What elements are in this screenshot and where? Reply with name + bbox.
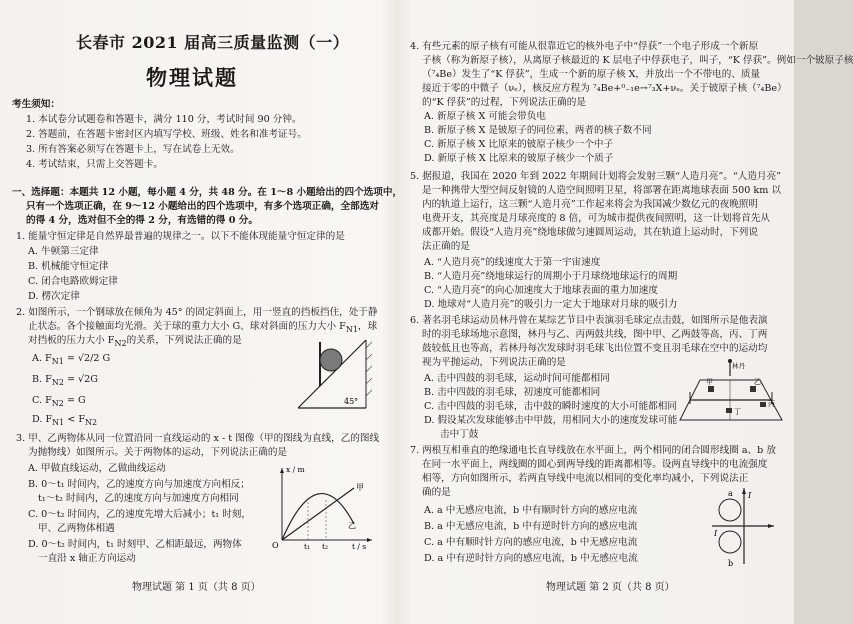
q3-stem-line: 为抛物线）如图所示。关于两物体的运动，下列说法正确的是: [28, 447, 288, 458]
drum-yi: [750, 386, 756, 392]
q4-line: 子核（称为新原子核），从离原子核最近的 K 层电子中俘获电子，叫子，“K 俘获”。例如一个铍原子核: [422, 55, 853, 66]
q1-stem: 1. 能量守恒定律是自然界最普遍的规律之一。以下不能体现能量守恒定律的是: [16, 231, 345, 242]
q6-option-b: B. 击中四鼓的羽毛球，初速度可能都相同: [424, 387, 601, 398]
q6-line: 视为平抛运动，下列说法正确的是: [422, 357, 566, 368]
page-footer: 物理试题 第 1 页（共 8 页）: [132, 582, 261, 593]
q4-line: （⁷₄Be）发生了“K 俘获”，生成一个新的原子核 X，并放出一个不带电的、质量: [422, 69, 761, 80]
angle-label: 45°: [344, 397, 359, 406]
right-page: [406, 0, 853, 624]
q4-option-b: B. 新原子核 X 是铍原子的同位素，两者的核子数不同: [424, 125, 652, 136]
q4-option-d: D. 新原子核 X 比原来的铍原子核少一个质子: [424, 153, 614, 164]
q1-option-c: C. 闭合电路欧姆定律: [28, 276, 118, 287]
q7-line: 相等，方向如图所示，若两直导线中电流以相同的变化率均减小，下列说法正: [422, 473, 749, 484]
exam-title: 长春市 2021 届高三质量监测（一）: [76, 33, 350, 52]
q4-line: 的“K 俘获”的过程，下列说法正确的是: [422, 97, 586, 108]
q7-option-b: B. a 中无感应电流，b 中有逆时针方向的感应电流: [424, 521, 638, 532]
notice-line: 2. 答题前，在答题卡密封区内填写学校、班级、姓名和准考证号。: [26, 129, 307, 140]
q5-option-d: D. 地球对“人造月亮”的吸引力一定大于地球对月球的吸引力: [424, 299, 678, 310]
exam-subtitle: 物理试题: [146, 65, 238, 90]
t1-label: t₁: [304, 542, 311, 551]
q2-incline-figure: [296, 334, 376, 414]
label-jia: 甲: [706, 378, 713, 386]
q6-line: 时的羽毛球场地示意图，林丹与乙、丙两鼓共线，图中甲、乙两鼓等高，丙、丁两: [422, 329, 768, 340]
q3-stem-line: 3. 甲、乙两物体从同一位置沿同一直线运动的 x - t 图像（甲的图线为直线，乙的图线: [16, 433, 380, 444]
q7-coils-figure: [708, 484, 778, 568]
q7-option-c: C. a 中有顺时针方向的感应电流，b 中无感应电流: [424, 537, 638, 548]
q5-line: 电费开支，其亮度是月球亮度的 8 倍，可为城市提供夜间照明，这一计划将首先从: [422, 213, 770, 224]
q1-option-b: B. 机械能守恒定律: [28, 261, 109, 272]
q4-option-a: A. 新原子核 X 可能会带负电: [424, 111, 546, 122]
q2-option-d: D. $F_{N1} < F_{N2}$: [32, 414, 98, 427]
q3-option-c: C. 0～t₂ 时间内，乙的速度先增大后减小；t₁ 时刻，: [28, 509, 251, 520]
q7-line: 确的是: [422, 487, 451, 498]
steel-ball: [320, 349, 342, 371]
q5-line: 法正确的是: [422, 241, 470, 252]
label-bing: 丙: [768, 400, 775, 408]
q7-option-d: D. a 中有逆时针方向的感应电流，b 中无感应电流: [424, 553, 638, 564]
t-axis-label: t / s: [352, 542, 367, 551]
origin-label: O: [272, 541, 279, 550]
q7-option-a: A. a 中无感应电流，b 中有顺时针方向的感应电流: [424, 505, 638, 516]
q6-line: 6. 著名羽毛球运动员林丹曾在某综艺节目中表演羽毛球定点击鼓，如图所示是他表演: [410, 315, 768, 326]
label-ding: 丁: [734, 408, 741, 416]
drum-jia: [708, 386, 714, 392]
q1-option-a: A. 牛顿第三定律: [28, 246, 99, 257]
q6-badminton-court-figure: [674, 358, 788, 428]
q7-line: 7. 两根互相垂直的绝缘通电长直导线放在水平面上，两个相同的闭合圆形线圈 a、b 放: [410, 445, 776, 456]
q4-line: 4. 有些元素的原子核有可能从很靠近它的核外电子中“俘获”一个电子形成一个新原: [410, 41, 759, 52]
q2-option-c: C. $F_{N2} = G$: [32, 395, 86, 408]
q6-option-c: C. 击中四鼓的羽毛球，击中鼓的瞬时速度的大小可能都相同: [424, 401, 677, 412]
q2-option-a: A. $F_{N1} = √2/2$ G: [32, 353, 111, 366]
left-page: [6, 0, 403, 624]
q5-line: 内的轨道上运行，这三颗“人造月亮”工作起来将会为我国减少数亿元的夜晚照明: [422, 199, 758, 210]
notice-heading: 考生须知：: [12, 99, 60, 110]
q2-stem-line: 2. 如图所示，一个钢球放在倾角为 45° 的固定斜面上，用一竖直的挡板挡住，处于静: [16, 307, 378, 318]
notice-line: 4. 考试结束，只需上交答题卡。: [26, 159, 163, 170]
q3-option-c-cont: 甲、乙两物体相遇: [38, 523, 115, 534]
coil-a: [719, 499, 741, 521]
label-lindan: 林丹: [732, 362, 745, 370]
q3-option-b-cont: t₁～t₂ 时间内，乙的速度方向与加速度方向相同: [38, 493, 239, 504]
q5-line: 成都开始。假设“人造月亮”绕地球做匀速圆周运动，其在轨道上运动时，下列说: [422, 227, 758, 238]
label-a: a: [728, 489, 733, 498]
q5-option-a: A. “人造月亮”的线速度大于第一宇宙速度: [424, 257, 601, 268]
q6-line: 鼓较低且也等高，若林丹每次发球时羽毛球飞出位置不变且羽毛球在空中的运动均: [422, 343, 768, 354]
t2-label: t₂: [322, 542, 329, 551]
q5-line: 5. 据报道，我国在 2020 年到 2022 年期间计划将会发射三颗“人造月亮”。“人造月亮”: [410, 171, 782, 182]
q6-option-d: D. 假设某次发球能够击中甲鼓，用相同大小的速度发球可能: [424, 415, 678, 426]
label-yi: 乙: [754, 378, 761, 386]
q3-option-b: B. 0～t₁ 时间内，乙的速度方向与加速度方向相反；: [28, 479, 250, 490]
page-footer: 物理试题 第 2 页（共 8 页）: [546, 582, 675, 593]
line-yi: [282, 494, 354, 540]
notice-line: 3. 所有答案必须写在答题卡上，写在试卷上无效。: [26, 144, 240, 155]
label-current-vertical: I: [748, 491, 752, 500]
q6-option-a: A. 击中四鼓的羽毛球，运动时间可能都相同: [424, 373, 610, 384]
q1-option-d: D. 楞次定律: [28, 291, 80, 302]
label-b: b: [728, 559, 734, 568]
q3-option-d-cont: 一直沿 x 轴正方向运动: [38, 553, 136, 564]
notice-line: 1. 本试卷分试题卷和答题卡，满分 110 分，考试时间 90 分钟。: [26, 114, 302, 125]
section-instructions: 一、选择题：本题共 12 小题，每小题 4 分，共 48 分。在 1～8 小题给出的四个选项中，: [12, 187, 403, 198]
drum-ding: [726, 408, 732, 413]
drum-bing: [760, 402, 766, 407]
q3-option-a: A. 甲做直线运动，乙做曲线运动: [28, 463, 166, 474]
q5-option-b: B. “人造月亮”绕地球运行的周期小于月球绕地球运行的周期: [424, 271, 678, 282]
q2-stem-line: 对挡板的压力大小 $F_{N2}$的关系，下列说法正确的是: [28, 335, 242, 348]
q4-line: 接近于零的中微子（νₑ），核反应方程为 ⁷₄Be+⁰₋₁e→⁷₃X+νₑ。关于铍原子核（⁷₄Be）: [422, 83, 787, 94]
section-instructions: 只有一个选项正确，在 9～12 小题给出的四个选项中，有多个选项正确，全部选对: [26, 201, 379, 212]
line-jia: [282, 488, 354, 540]
q4-option-c: C. 新原子核 X 比原来的铍原子核少一个中子: [424, 139, 614, 150]
q2-option-b: B. $F_{N2} = √2G$: [32, 374, 98, 387]
q5-option-c: C. “人造月亮”的向心加速度大于地球表面的重力加速度: [424, 285, 658, 296]
q3-xt-graph: [268, 462, 378, 551]
yi-label: 乙: [348, 521, 356, 530]
q7-line: 在同一水平面上，两线圈的圆心到两导线的距离都相等。设两直导线中的电流强度: [422, 459, 768, 470]
x-axis-label: x / m: [286, 465, 305, 474]
coil-b: [719, 531, 741, 553]
q5-line: 是一种携带大型空间反射镜的人造空间照明卫星，将部署在距离地球表面 500 km 以: [422, 185, 781, 196]
jia-label: 甲: [356, 483, 364, 492]
q6-option-d-cont: 击中丁鼓: [440, 429, 479, 440]
q2-stem-line: 止状态。各个接触面均光滑。关于球的重力大小 G、球对斜面的压力大小 $F_{N1}$，球: [28, 321, 378, 334]
section-instructions: 的得 4 分，选对但不全的得 2 分，有选错的得 0 分。: [26, 215, 258, 226]
label-current-horizontal: I: [714, 529, 718, 538]
q3-option-d: D. 0～t₂ 时间内，t₁ 时刻甲、乙相距最远，两物体: [28, 539, 242, 550]
